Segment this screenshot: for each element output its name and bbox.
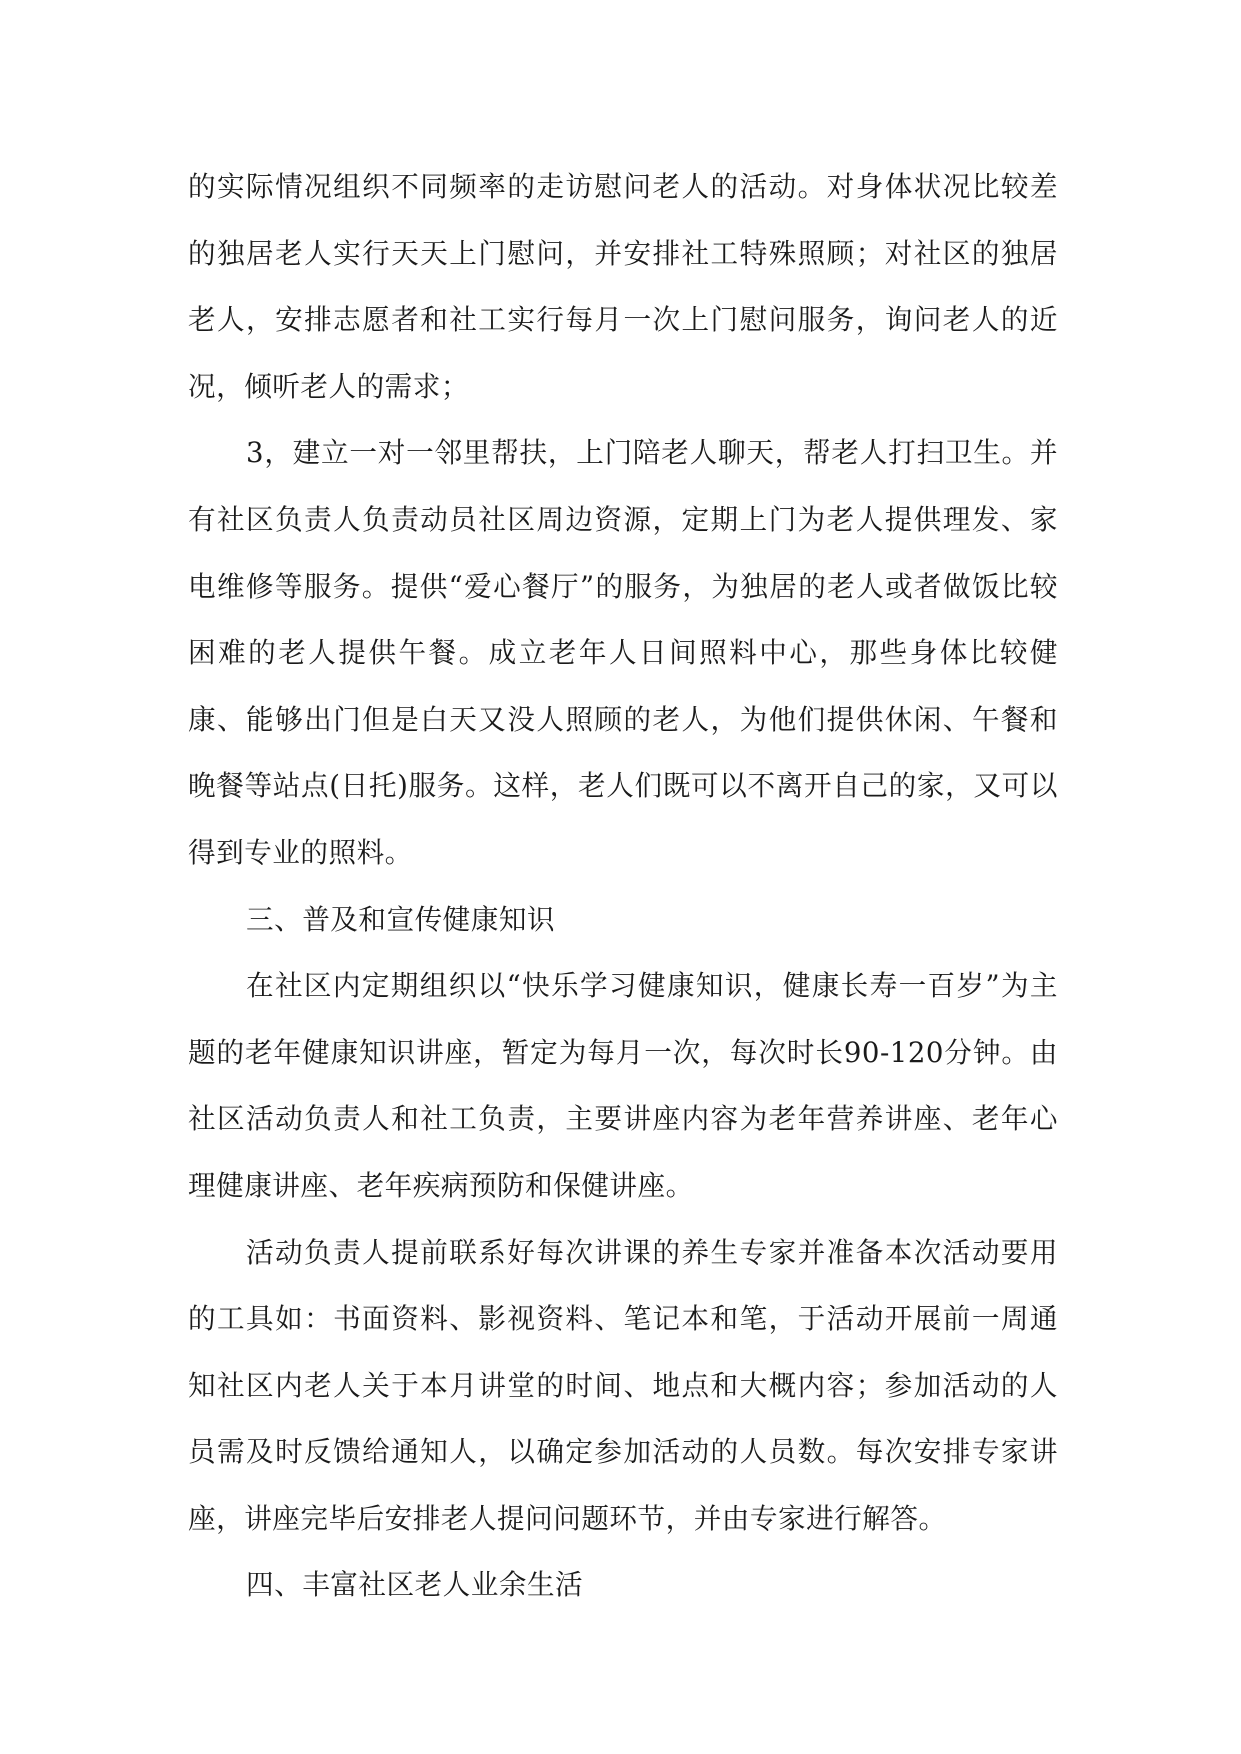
section-heading-4: 四、丰富社区老人业余生活 <box>246 1568 584 1602</box>
document-body <box>188 154 1058 1619</box>
paragraph-preparation: 活动负责人提前联系好每次讲课的养生专家并准备本次活动要用的工具如：书面资料、影视资料、笔记本和笔，于活动开展前一周通知社区内老人关于本月讲堂的时间、地点和大概内容；参加活动的人员需及时反馈给通知人，以确定参加活动的人员数。每次安排专家讲座，讲座完毕后安排老人提问问题环节，并由专家进行解答。 <box>188 1235 1058 1535</box>
paragraph-item-3: 3，建立一对一邻里帮扶，上门陪老人聊天，帮老人打扫卫生。并有社区负责人负责动员社区周边资源，定期上门为老人提供理发、家电维修等服务。提供“爱心餐厅”的服务，为独居的老人或者做饭比较困难的老人提供午餐。成立老年人日间照料中心，那些身体比较健康、能够出门但是白天又没人照顾的老人，为他们提供休闲、午餐和晚餐等站点(日托)服务。这样，老人们既可以不离开自己的家，又可以得到专业的照料。 <box>188 436 1058 869</box>
paragraph-lectures: 在社区内定期组织以“快乐学习健康知识，健康长寿一百岁”为主题的老年健康知识讲座，暂定为每月一次，每次时长90-120分钟。由社区活动负责人和社工负责，主要讲座内容为老年营养讲座、老年心理健康讲座、老年疾病预防和保健讲座。 <box>188 969 1058 1202</box>
section-heading-3: 三、普及和宣传健康知识 <box>246 902 556 936</box>
paragraph-continuation: 的实际情况组织不同频率的走访慰问老人的活动。对身体状况比较差的独居老人实行天天上门慰问，并安排社工特殊照顾；对社区的独居老人，安排志愿者和社工实行每月一次上门慰问服务，询问老人的近况，倾听老人的需求； <box>188 170 1058 403</box>
